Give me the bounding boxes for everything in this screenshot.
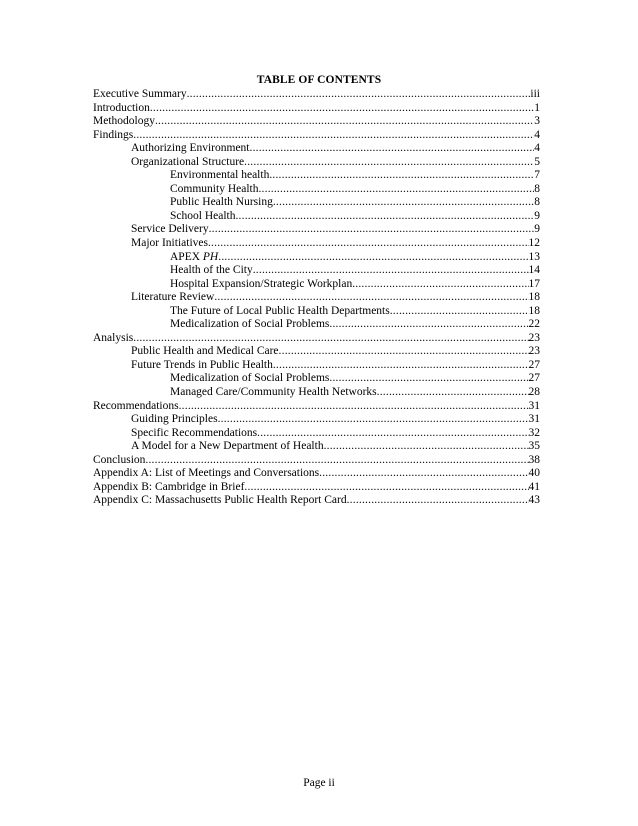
toc-entry-label — [93, 494, 347, 508]
toc-entry-label-text: Conclusion — [93, 453, 146, 466]
toc-entry-label — [170, 305, 390, 319]
toc-entry-page: 8 — [534, 196, 540, 209]
toc-entry — [93, 400, 540, 414]
toc-entry-label — [93, 129, 133, 143]
toc-entry-page: 40 — [528, 467, 540, 480]
toc-entry-label — [93, 454, 145, 468]
dot-leader — [235, 210, 534, 224]
dot-leader — [179, 400, 529, 414]
toc-entry-label-text: Literature Review — [131, 291, 215, 304]
toc-entry-label-text: Specific Recommendations — [131, 426, 258, 439]
toc-entry-label — [170, 251, 218, 265]
toc-entry — [93, 88, 540, 102]
toc-entry-page: 18 — [528, 304, 540, 317]
toc-entry-page: 9 — [534, 209, 540, 222]
toc-entry-label-text: Recommendations — [93, 399, 179, 412]
toc-entry-label-text: Appendix B: Cambridge in Brief — [93, 480, 245, 493]
toc-entry — [93, 251, 540, 265]
dot-leader — [218, 251, 528, 265]
toc-entry-page: 9 — [534, 223, 540, 236]
toc-entry-label — [170, 183, 258, 197]
toc-entry — [93, 237, 540, 251]
toc-entry-page: 22 — [528, 318, 540, 331]
toc-entry-page: 28 — [528, 386, 540, 399]
dot-leader — [377, 386, 529, 400]
toc-entry — [93, 156, 540, 170]
toc-entry — [93, 386, 540, 400]
toc-entry-page: 41 — [528, 480, 540, 493]
toc-entry-page: 17 — [528, 277, 540, 290]
toc-list — [93, 88, 540, 508]
toc-entry-label — [170, 210, 235, 224]
dot-leader — [214, 291, 528, 305]
toc-entry-label-text: Organizational Structure — [131, 155, 245, 168]
page-number-footer: Page ii — [303, 777, 335, 789]
dot-leader — [257, 427, 528, 441]
toc-entry-label-italic: PH — [202, 250, 219, 263]
dot-leader — [329, 318, 528, 332]
dot-leader — [347, 494, 529, 508]
toc-entry-page: 27 — [528, 358, 540, 371]
dot-leader — [269, 169, 534, 183]
toc-entry — [93, 169, 540, 183]
toc-entry-label-text: Appendix C: Massachusetts Public Health Report Card — [93, 494, 347, 507]
toc-entry — [93, 305, 540, 319]
toc-entry-label — [131, 345, 279, 359]
toc-entry-label-text: Executive Summary — [93, 88, 187, 100]
toc-entry-label-text: Medicalization of Social Problems — [170, 372, 330, 385]
toc-entry — [93, 223, 540, 237]
toc-entry-page: 43 — [528, 494, 540, 507]
toc-entry-page: 14 — [528, 264, 540, 277]
toc-entry — [93, 359, 540, 373]
toc-entry — [93, 210, 540, 224]
toc-entry-label — [131, 142, 250, 156]
toc-entry-label-text: Analysis — [93, 331, 134, 344]
toc-entry-label — [131, 427, 257, 441]
toc-entry — [93, 345, 540, 359]
dot-leader — [273, 196, 534, 210]
toc-entry-page: 31 — [528, 413, 540, 426]
toc-entry-label — [170, 372, 329, 386]
toc-entry-label-text: APEX — [170, 250, 203, 263]
dot-leader — [218, 413, 529, 427]
toc-entry — [93, 129, 540, 143]
toc-entry-label-text: Future Trends in Public Health — [131, 358, 273, 371]
toc-entry — [93, 440, 540, 454]
dot-leader — [155, 115, 534, 129]
toc-entry-page: 23 — [528, 331, 540, 344]
toc-entry-page: 4 — [534, 142, 540, 155]
toc-entry-label — [131, 440, 324, 454]
toc-entry-label — [131, 359, 273, 373]
toc-entry — [93, 183, 540, 197]
toc-entry-page: 35 — [528, 440, 540, 453]
dot-leader — [390, 305, 529, 319]
toc-entry-label-text: Public Health and Medical Care — [131, 345, 279, 358]
toc-entry-label-text: Managed Care/Community Health Networks — [170, 386, 377, 399]
dot-leader — [133, 332, 528, 346]
dot-leader — [133, 129, 534, 143]
toc-entry — [93, 481, 540, 495]
dot-leader — [150, 102, 534, 116]
toc-entry-label — [170, 196, 273, 210]
toc-entry-page: 13 — [528, 250, 540, 263]
toc-entry-page: 5 — [534, 155, 540, 168]
toc-entry-label — [93, 102, 150, 116]
toc-entry-label — [131, 291, 214, 305]
toc-entry-label — [131, 156, 244, 170]
toc-entry-label — [170, 318, 329, 332]
toc-entry-page: 27 — [528, 372, 540, 385]
toc-entry — [93, 291, 540, 305]
toc-entry — [93, 196, 540, 210]
toc-entry-page: 12 — [528, 237, 540, 250]
toc-entry-label — [170, 264, 253, 278]
toc-entry-label — [170, 169, 269, 183]
dot-leader — [273, 359, 529, 373]
toc-entry-label-text: Health of the City — [170, 264, 253, 277]
toc-entry-label-text: Major Initiatives — [131, 237, 208, 250]
toc-entry-label — [93, 88, 187, 102]
toc-entry — [93, 115, 540, 129]
dot-leader — [208, 237, 529, 251]
toc-entry-label — [93, 481, 244, 495]
toc-entry — [93, 467, 540, 481]
toc-entry-page: 7 — [534, 169, 540, 182]
toc-entry — [93, 413, 540, 427]
toc-entry — [93, 427, 540, 441]
toc-entry-label-text: Community Health — [170, 182, 259, 195]
toc-entry-label — [93, 332, 133, 346]
toc-entry-page: 32 — [528, 426, 540, 439]
toc-entry-label — [170, 278, 352, 292]
toc-entry-label-text: The Future of Local Public Health Departments — [170, 304, 390, 317]
toc-entry-label-text: Methodology — [93, 115, 155, 128]
toc-entry-label — [131, 223, 209, 237]
toc-entry-page: 8 — [534, 182, 540, 195]
dot-leader — [279, 345, 529, 359]
toc-entry-label — [131, 237, 208, 251]
toc-entry — [93, 454, 540, 468]
toc-entry-label — [93, 467, 319, 481]
dot-leader — [244, 481, 528, 495]
toc-entry-page: 23 — [528, 345, 540, 358]
toc-entry-label-text: School Health — [170, 209, 236, 222]
toc-entry-label-text: Appendix A: List of Meetings and Conversations — [93, 467, 320, 480]
toc-entry-label-text: Service Delivery — [131, 223, 209, 236]
toc-entry-label-text: Public Health Nursing — [170, 196, 273, 209]
dot-leader — [187, 88, 531, 102]
dot-leader — [145, 454, 528, 468]
toc-entry — [93, 332, 540, 346]
dot-leader — [209, 223, 535, 237]
toc-entry-label-text: Hospital Expansion/Strategic Workplan — [170, 277, 353, 290]
toc-entry — [93, 278, 540, 292]
toc-entry-label-text: Guiding Principles — [131, 413, 218, 426]
toc-entry-page: 38 — [528, 453, 540, 466]
dot-leader — [329, 372, 528, 386]
toc-entry — [93, 102, 540, 116]
toc-entry — [93, 142, 540, 156]
toc-entry-label-text: Medicalization of Social Problems — [170, 318, 330, 331]
toc-entry — [93, 264, 540, 278]
toc-entry — [93, 318, 540, 332]
toc-entry — [93, 494, 540, 508]
toc-entry-page: 18 — [528, 291, 540, 304]
toc-entry-label-text: Findings — [93, 128, 134, 141]
toc-entry-page: 4 — [534, 128, 540, 141]
dot-leader — [352, 278, 528, 292]
toc-entry-label-text: Authorizing Environment — [131, 142, 250, 155]
dot-leader — [258, 183, 534, 197]
toc-entry-label-text: Environmental health — [170, 169, 270, 182]
dot-leader — [250, 142, 535, 156]
toc-entry-page: 31 — [528, 399, 540, 412]
toc-entry-page: 1 — [534, 101, 540, 114]
toc-entry-label — [93, 400, 179, 414]
toc-entry-page: 3 — [534, 115, 540, 128]
toc-entry-label-text: Introduction — [93, 101, 150, 114]
toc-entry — [93, 372, 540, 386]
dot-leader — [244, 156, 534, 170]
toc-entry-page: iii — [530, 88, 540, 100]
toc-entry-label — [170, 386, 377, 400]
toc-entry-label — [93, 115, 155, 129]
toc-entry-label-text: A Model for a New Department of Health — [131, 440, 324, 453]
toc-entry-label — [131, 413, 218, 427]
toc-title: TABLE OF CONTENTS — [256, 74, 382, 86]
dot-leader — [324, 440, 529, 454]
dot-leader — [319, 467, 528, 481]
dot-leader — [253, 264, 529, 278]
